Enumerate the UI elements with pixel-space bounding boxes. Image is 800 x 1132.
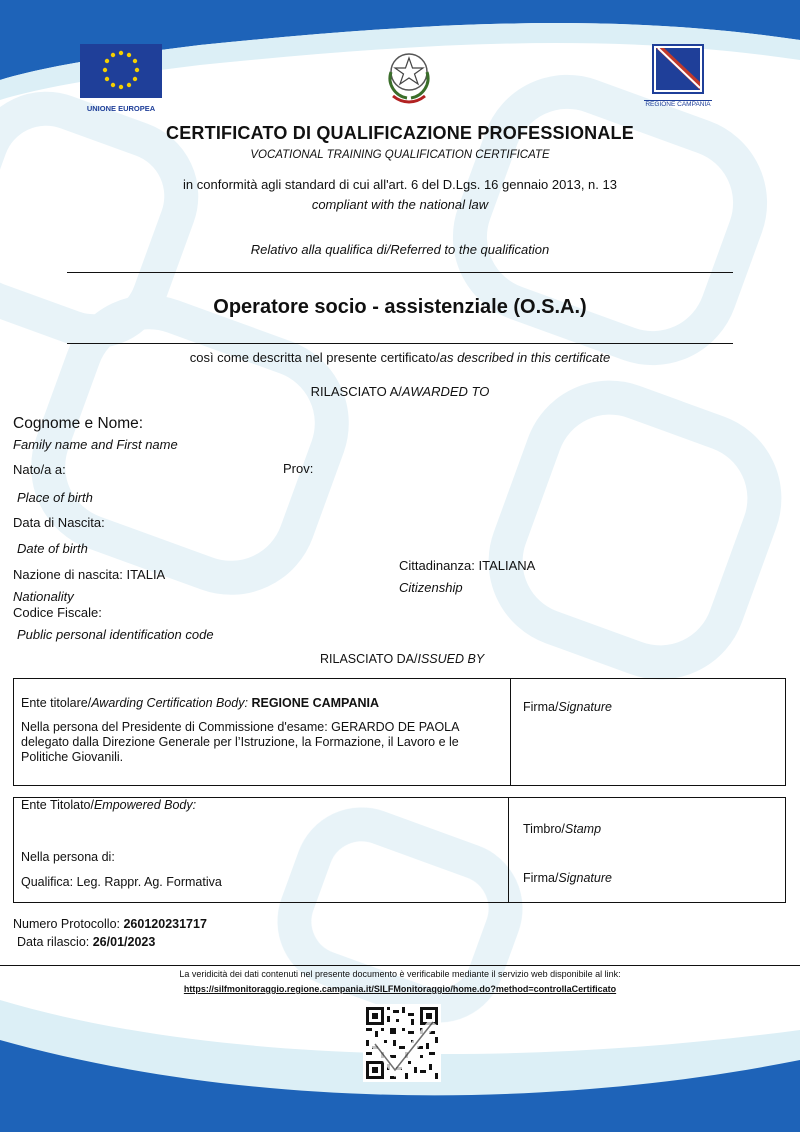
awarding-body-value: REGIONE CAMPANIA	[251, 696, 380, 710]
empowered-body-en: Empowered Body:	[93, 798, 197, 812]
issued-by	[320, 652, 484, 666]
regione-campania-logo	[644, 44, 712, 108]
empowered-signature	[523, 871, 612, 885]
region-logo-label: REGIONE CAMPANIA	[645, 101, 711, 108]
protocol-value: 260120231717	[123, 917, 207, 931]
empowered-body-it: Ente Titolato/	[21, 798, 94, 812]
region-shield-icon	[652, 44, 704, 94]
name-label: Cognome e Nome:	[13, 415, 144, 432]
empowered-box-divider	[508, 797, 509, 903]
awarding-body-description: Nella persona del Presidente di Commissione d'esame: GERARDO DE PAOLA delegato dalla Direzione Generale per l’Istruzione, la Formazione, il Lavoro e le Politiche Giovanili.	[21, 720, 459, 764]
issued-by-it: RILASCIATO DA/	[320, 652, 418, 666]
referred-to-qualification: Relativo alla qualifica di/Referred to the qualification	[250, 242, 550, 257]
tax-code-label: Codice Fiscale:	[13, 605, 102, 620]
awarding-body-line	[21, 696, 379, 710]
birthdate-label: Data di Nascita:	[13, 515, 105, 530]
stamp-label	[523, 822, 601, 836]
citizenship-label: Cittadinanza: ITALIANA	[399, 558, 536, 573]
italian-emblem	[383, 44, 435, 106]
footer-divider	[0, 965, 800, 966]
verify-text: La veridicità dei dati contenuti nel presente documento è verificabile mediante il servizio web disponibile al link:	[179, 969, 621, 979]
protocol-number	[13, 917, 207, 931]
awarding-body-it: Ente titolare/	[21, 696, 92, 710]
issue-date	[17, 935, 155, 949]
nationality-label-en: Nationality	[13, 589, 74, 604]
citizenship-label-en: Citizenship	[399, 580, 463, 595]
empowered-signature-en: Signature	[558, 871, 612, 885]
awarding-signature-it: Firma/	[523, 700, 559, 714]
awarding-signature	[523, 700, 612, 714]
emblem-icon	[383, 44, 435, 106]
described-text-it: così come descritta nel presente certificato/	[189, 350, 440, 365]
awarding-signature-en: Signature	[558, 700, 612, 714]
empowered-qualifica: Qualifica: Leg. Rappr. Ag. Formativa	[21, 875, 222, 889]
eu-logo	[80, 44, 162, 113]
protocol-label: Numero Protocollo:	[13, 917, 120, 931]
tax-code-label-en: Public personal identification code	[17, 627, 214, 642]
stamp-label-en: Stamp	[564, 822, 602, 836]
awarding-box-divider	[510, 678, 511, 786]
awarded-to	[0, 384, 800, 399]
described-text-en: as described in this certificate	[439, 350, 611, 365]
empowered-signature-it: Firma/	[523, 871, 559, 885]
issue-date-label: Data rilascio:	[17, 935, 90, 949]
issue-date-value: 26/01/2023	[92, 935, 156, 949]
birth-nation-label: Nazione di nascita: ITALIA	[13, 567, 166, 582]
verify-link-wrap	[0, 984, 800, 994]
empowered-body-label	[21, 798, 196, 812]
certificate-subtitle-en: VOCATIONAL TRAINING QUALIFICATION CERTIFICATE	[250, 149, 550, 161]
qr-code-icon	[363, 1004, 441, 1082]
birthplace-label: Nato/a a:	[13, 462, 66, 477]
eu-logo-label: UNIONE EUROPEA	[86, 104, 156, 113]
issued-by-en: ISSUED BY	[417, 652, 485, 666]
awarded-to-it: RILASCIATO A/	[310, 384, 402, 399]
certificate-title: CERTIFICATO DI QUALIFICAZIONE PROFESSIONALE	[166, 123, 634, 143]
qualification-name: Operatore socio - assistenziale (O.S.A.)	[213, 296, 587, 318]
birthplace-label-en: Place of birth	[17, 490, 93, 505]
verify-link[interactable]: https://silfmonitoraggio.regione.campania.it/SILFMonitoraggio/home.do?method=controllaCertificato	[183, 984, 617, 994]
awarding-body-en: Awarding Certification Body:	[91, 696, 248, 710]
province-label: Prov:	[283, 461, 314, 476]
qr-code[interactable]	[363, 1004, 441, 1082]
conformity-text-en: compliant with the national law	[311, 197, 489, 212]
eu-flag-icon	[80, 44, 162, 98]
birthdate-label-en: Date of birth	[17, 541, 88, 556]
stamp-label-it: Timbro/	[523, 822, 565, 836]
described-text	[0, 350, 800, 365]
divider-top	[67, 272, 733, 273]
conformity-text: in conformità agli standard di cui all'art. 6 del D.Lgs. 16 gennaio 2013, n. 13	[183, 177, 617, 192]
awarded-to-en: AWARDED TO	[401, 384, 490, 399]
divider-bottom	[67, 343, 733, 344]
name-label-en: Family name and First name	[13, 437, 178, 452]
empowered-person-label: Nella persona di:	[21, 850, 115, 864]
